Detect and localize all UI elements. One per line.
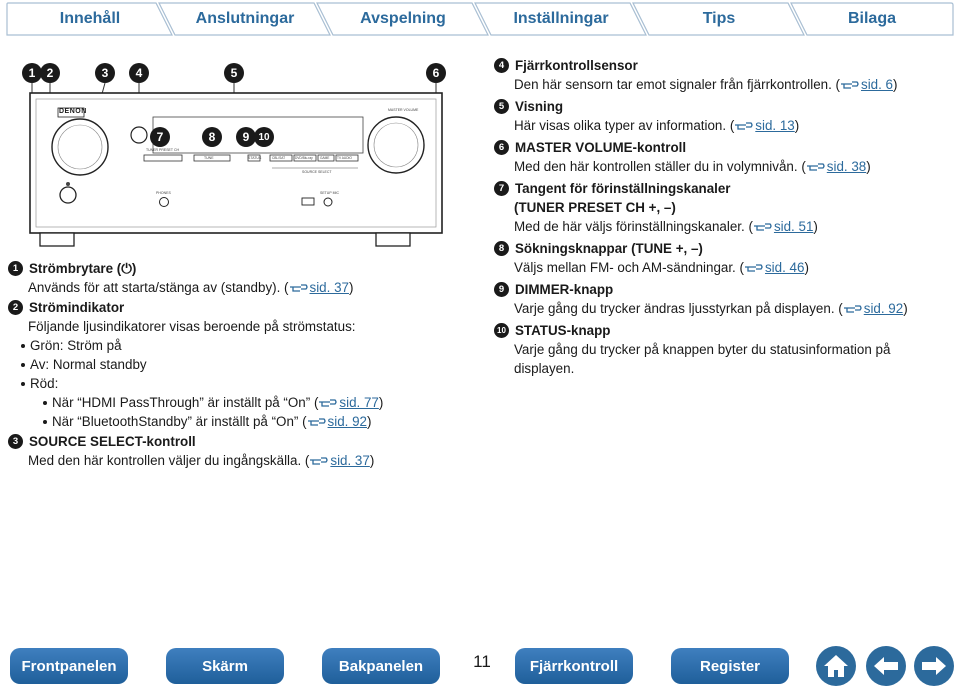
nav-register-button[interactable]: Register [671, 648, 789, 684]
item-1-description: Används för att starta/stänga av (standby). ( sid. 37) [28, 280, 354, 295]
label-game: GAME [320, 156, 330, 160]
page-reference-link[interactable]: sid. 38 [806, 159, 866, 174]
tab-label: Avspelning [360, 10, 446, 27]
callout-3: 3 [95, 63, 115, 83]
item-1-heading [8, 259, 458, 278]
item-desc: Här visas olika typer av information. [514, 118, 727, 133]
item-9-description: Varje gång du trycker ändras ljusstyrkan på displayen. ( sid. 92) [514, 301, 908, 316]
nav-bakpanelen-button[interactable]: Bakpanelen [322, 648, 440, 684]
page-reference-link[interactable]: sid. 6 [840, 77, 893, 92]
page-reference-link[interactable]: sid. 92 [843, 301, 903, 316]
receiver-illustration [22, 55, 462, 255]
label-setup-mic: SETUP MIC [320, 191, 339, 195]
tab-label: Anslutningar [195, 10, 295, 27]
label-dvd: DVD/Blu-ray [295, 156, 313, 160]
item-title: Visning [515, 99, 564, 114]
list-item: Av: Normal standby [8, 355, 458, 374]
item-title-line-2: (TUNER PRESET CH +, –) [514, 200, 676, 215]
sub-list-item: När “HDMI PassThrough” är inställt på “On” ( sid. 77) [8, 393, 458, 412]
item-title: Tangent för förinställningskanaler [515, 181, 731, 196]
list-item: Röd: [8, 374, 458, 393]
page-reference-link[interactable]: sid. 37 [289, 280, 349, 295]
item-desc: Med den här kontrollen ställer du in volymnivån. [514, 159, 798, 174]
pointing-hand-icon [840, 79, 860, 90]
tab-label: Inställningar [513, 10, 609, 27]
page-reference-link[interactable]: sid. 13 [734, 118, 794, 133]
page-reference-link[interactable]: sid. 77 [318, 395, 378, 410]
item-4-description: Den här sensorn tar emot signaler från fjärrkontrollen. ( sid. 6) [514, 77, 898, 92]
item-2-heading [8, 298, 458, 317]
nav-skarm-button[interactable]: Skärm [166, 648, 284, 684]
pointing-hand-icon [806, 161, 826, 172]
callout-6: 6 [426, 63, 446, 83]
item-desc: Varje gång du trycker ändras ljusstyrkan på displayen. [514, 301, 835, 316]
pointing-hand-icon [843, 303, 863, 314]
list-item: Grön: Ström på [8, 336, 458, 355]
item-number: 9 [494, 282, 509, 297]
item-desc: Med de här väljs förinställningskanaler. [514, 219, 745, 234]
forward-button[interactable] [914, 646, 954, 686]
page-reference-link[interactable]: sid. 92 [307, 414, 367, 429]
home-icon [821, 652, 851, 680]
page-reference-link[interactable]: sid. 51 [753, 219, 813, 234]
pointing-hand-icon [309, 455, 329, 466]
nav-fjarrkontroll-button[interactable]: Fjärrkontroll [515, 648, 633, 684]
item-number: 7 [494, 181, 509, 196]
top-tab-bar [6, 2, 954, 36]
item-number: 2 [8, 300, 23, 315]
item-desc: Varje gång du trycker på knappen byter du statusinformation på displayen. [514, 342, 891, 376]
label-status: STATUS [248, 156, 262, 160]
back-button[interactable] [866, 646, 906, 686]
pointing-hand-icon [289, 282, 309, 293]
tab-label: Innehåll [59, 10, 121, 27]
callout-4: 4 [129, 63, 149, 83]
item-desc: Används för att starta/stänga av (standby). [28, 280, 281, 295]
callout-8: 8 [202, 127, 222, 147]
item-4-heading [494, 56, 944, 75]
item-number: 1 [8, 261, 23, 276]
item-title: STATUS-knapp [515, 323, 611, 338]
item-3-heading [8, 432, 458, 451]
item-number: 5 [494, 99, 509, 114]
item-number: 10 [494, 323, 509, 338]
item-10-heading [494, 321, 944, 340]
item-desc: Med den här kontrollen väljer du ingångskälla. [28, 453, 302, 468]
page-reference-link[interactable]: sid. 46 [744, 260, 804, 275]
pointing-hand-icon [744, 262, 764, 273]
item-7-heading [494, 179, 944, 198]
sub-list-item: När “BluetoothStandby” är inställt på “On” ( sid. 92) [8, 412, 458, 431]
pointing-hand-icon [307, 416, 327, 427]
item-6-description: Med den här kontrollen ställer du in volymnivån. ( sid. 38) [514, 159, 871, 174]
label-source-select: SOURCE SELECT [302, 170, 332, 174]
tab-anslutningar[interactable] [158, 2, 332, 36]
item-title: MASTER VOLUME-kontroll [515, 140, 687, 155]
label-cbl-sat: CBL/SAT [272, 156, 286, 160]
left-description-column [8, 258, 458, 470]
item-number: 8 [494, 241, 509, 256]
item-desc: Väljs mellan FM- och AM-sändningar. [514, 260, 736, 275]
nav-frontpanelen-button[interactable]: Frontpanelen [10, 648, 128, 684]
item-5-description: Här visas olika typer av information. ( sid. 13) [514, 118, 800, 133]
item-title: Sökningsknappar (TUNE +, –) [515, 241, 703, 256]
item-8-heading [494, 239, 944, 258]
item-number: 6 [494, 140, 509, 155]
callout-10: 10 [254, 127, 274, 147]
item-desc: Följande ljusindikatorer visas beroende på strömstatus: [28, 319, 356, 334]
item-title: DIMMER-knapp [515, 282, 614, 297]
item-5-heading [494, 97, 944, 116]
item-8-description: Väljs mellan FM- och AM-sändningar. ( sid. 46) [514, 260, 809, 275]
item-number: 3 [8, 434, 23, 449]
label-phones: PHONES [156, 191, 171, 195]
home-button[interactable] [816, 646, 856, 686]
tab-installningar[interactable] [474, 2, 648, 36]
tab-label: Tips [702, 10, 736, 27]
item-7-description: Med de här väljs förinställningskanaler. ( sid. 51) [514, 219, 818, 234]
item-6-heading [494, 138, 944, 157]
front-panel-diagram [22, 55, 462, 255]
callout-5: 5 [224, 63, 244, 83]
callout-7: 7 [150, 127, 170, 147]
page-reference-link[interactable]: sid. 37 [309, 453, 369, 468]
item-title: Strömindikator [29, 300, 125, 315]
back-arrow-icon [871, 654, 901, 678]
forward-arrow-icon [919, 654, 949, 678]
tab-bilaga[interactable] [790, 2, 954, 36]
item-9-heading [494, 280, 944, 299]
item-3-description: Med den här kontrollen väljer du ingångskälla. ( sid. 37) [28, 453, 375, 468]
label-tv-audio: TV AUDIO [337, 156, 352, 160]
tab-tips[interactable] [632, 2, 806, 36]
item-number: 4 [494, 58, 509, 73]
item-title: Fjärrkontrollsensor [515, 58, 638, 73]
callout-9: 9 [236, 127, 256, 147]
callout-1: 1 [22, 63, 42, 83]
label-tune: TUNE [204, 156, 214, 160]
tab-avspelning[interactable] [316, 2, 490, 36]
pointing-hand-icon [753, 221, 773, 232]
tab-label: Bilaga [847, 10, 896, 27]
pointing-hand-icon [318, 397, 338, 408]
item-title: SOURCE SELECT-kontroll [29, 434, 196, 449]
right-description-column [494, 55, 944, 378]
item-desc: Den här sensorn tar emot signaler från fjärrkontrollen. [514, 77, 832, 92]
device-brand: DENON [59, 108, 87, 115]
item-title: Strömbrytare (⏻) [29, 261, 137, 276]
tab-innehall[interactable] [6, 2, 174, 36]
label-master-volume: MASTER VOLUME [388, 108, 419, 112]
label-tuner-preset: TUNER PRESET CH [146, 148, 179, 152]
callout-2: 2 [40, 63, 60, 83]
page-number: 11 [473, 652, 491, 671]
pointing-hand-icon [734, 120, 754, 131]
